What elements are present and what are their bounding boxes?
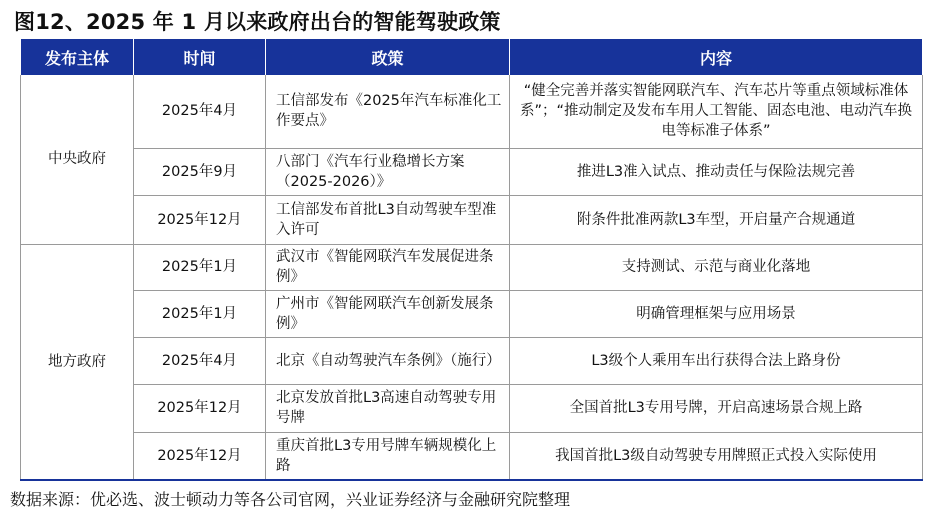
issuer-cell: 中央政府 xyxy=(21,75,134,244)
content-cell: 附条件批准两款L3车型，开启量产合规通道 xyxy=(510,195,923,244)
table-row xyxy=(21,432,923,480)
policy-table xyxy=(20,39,923,481)
content-cell: 推进L3准入试点、推动责任与保险法规完善 xyxy=(510,148,923,195)
header-cell: 时间 xyxy=(134,39,266,75)
issuer-cell: 地方政府 xyxy=(21,244,134,480)
time-cell: 2025年12月 xyxy=(134,195,266,244)
table-row xyxy=(21,148,923,195)
time-cell: 2025年12月 xyxy=(134,384,266,432)
header-cell: 内容 xyxy=(510,39,923,75)
content-cell: 我国首批L3级自动驾驶专用牌照正式投入实际使用 xyxy=(510,432,923,480)
table-row xyxy=(21,337,923,384)
header-cell: 政策 xyxy=(266,39,510,75)
policy-cell: 八部门《汽车行业稳增长方案（2025-2026）》 xyxy=(266,148,510,195)
table-row xyxy=(21,195,923,244)
time-cell: 2025年4月 xyxy=(134,75,266,148)
time-cell: 2025年1月 xyxy=(134,290,266,337)
table-header-row xyxy=(21,39,923,75)
policy-cell: 工信部发布《2025年汽车标准化工作要点》 xyxy=(266,75,510,148)
policy-cell: 北京《自动驾驶汽车条例》（施行） xyxy=(266,337,510,384)
table-row xyxy=(21,384,923,432)
table-row xyxy=(21,75,923,148)
time-cell: 2025年12月 xyxy=(134,432,266,480)
content-cell: “健全完善并落实智能网联汽车、汽车芯片等重点领域标准体系”；“推动制定及发布车用人工智能、固态电池、电动汽车换电等标准子体系” xyxy=(510,75,923,148)
policy-cell: 重庆首批L3专用号牌车辆规模化上路 xyxy=(266,432,510,480)
content-cell: 全国首批L3专用号牌，开启高速场景合规上路 xyxy=(510,384,923,432)
policy-cell: 武汉市《智能网联汽车发展促进条例》 xyxy=(266,244,510,290)
policy-cell: 北京发放首批L3高速自动驾驶专用号牌 xyxy=(266,384,510,432)
table-row xyxy=(21,244,923,290)
table-row xyxy=(21,290,923,337)
content-cell: 明确管理框架与应用场景 xyxy=(510,290,923,337)
policy-cell: 工信部发布首批L3自动驾驶车型准入许可 xyxy=(266,195,510,244)
header-cell: 发布主体 xyxy=(21,39,134,75)
time-cell: 2025年4月 xyxy=(134,337,266,384)
content-cell: L3级个人乘用车出行获得合法上路身份 xyxy=(510,337,923,384)
policy-cell: 广州市《智能网联汽车创新发展条例》 xyxy=(266,290,510,337)
time-cell: 2025年9月 xyxy=(134,148,266,195)
content-cell: 支持测试、示范与商业化落地 xyxy=(510,244,923,290)
figure-title: 图12、2025 年 1 月以来政府出台的智能驾驶政策 xyxy=(14,10,501,34)
source-note: 数据来源：优必选、波士顿动力等各公司官网，兴业证券经济与金融研究院整理 xyxy=(10,490,571,509)
time-cell: 2025年1月 xyxy=(134,244,266,290)
